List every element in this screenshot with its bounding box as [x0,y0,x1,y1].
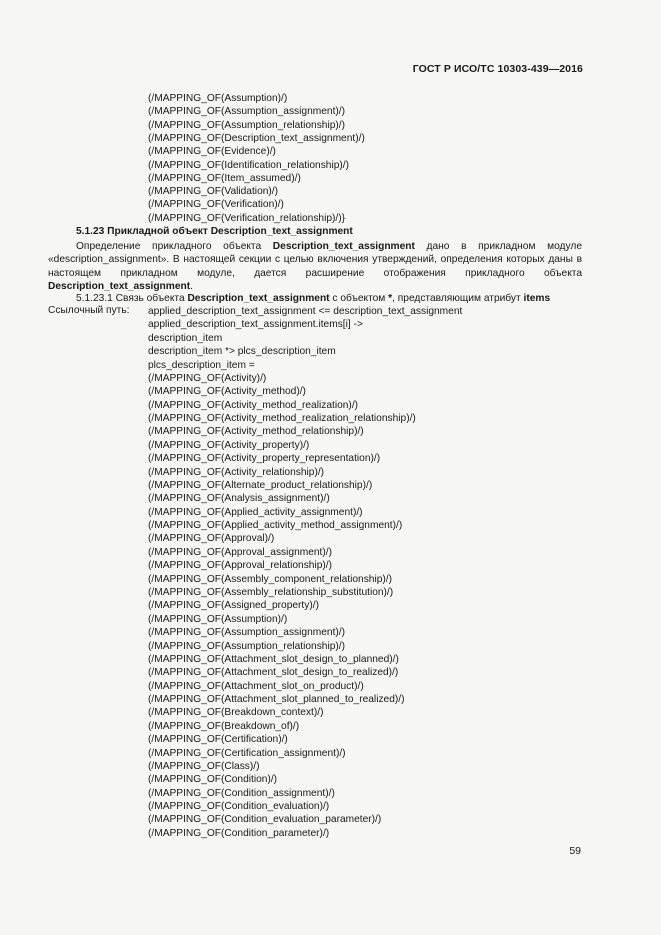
section-title-object: Description_text_assignment [210,226,353,237]
mapping-line: (/MAPPING_OF(Item_assumed)/) [148,172,301,184]
reference-path-line: plcs_description_item = [148,359,255,371]
reference-path-line: (/MAPPING_OF(Class)/) [148,760,260,772]
paragraph-text-e: . [190,280,193,292]
reference-path-line: (/MAPPING_OF(Activity_method_realization_relationship)/) [148,413,416,425]
reference-path-line: (/MAPPING_OF(Applied_activity_assignment)/) [148,506,363,518]
reference-path-line: (/MAPPING_OF(Condition_evaluation_parameter)/) [148,814,382,826]
reference-path-line: (/MAPPING_OF(Attachment_slot_design_to_realized)/) [148,667,399,679]
reference-path-line: (/MAPPING_OF(Analysis_assignment)/) [148,493,330,505]
section-number: 5.1.23 [76,226,105,237]
reference-path-line: applied_description_text_assignment.items[i] -> [148,319,363,331]
reference-path-line: (/MAPPING_OF(Activity_relationship)/) [148,466,325,478]
reference-path-line: (/MAPPING_OF(Approval)/) [148,533,275,545]
reference-path-line: (/MAPPING_OF(Applied_activity_method_assignment)/) [148,520,403,532]
subsection-text-b: с объектом [329,293,389,304]
reference-path-line: (/MAPPING_OF(Activity_property_representation)/) [148,453,381,465]
mapping-line: (/MAPPING_OF(Validation)/) [148,186,279,198]
reference-path-label: Ссылочный путь: [48,305,130,316]
subsection-star: * [388,293,393,304]
reference-path-line: (/MAPPING_OF(Condition_evaluation)/) [148,801,330,813]
reference-path-line: (/MAPPING_OF(Assembly_relationship_substitution)/) [148,586,394,598]
reference-path-line: description_item [148,332,223,344]
paragraph-object-name-2: Description_text_assignment [48,280,191,292]
mapping-line: (/MAPPING_OF(Verification_relationship)/)} [148,212,346,224]
reference-path-line: (/MAPPING_OF(Certification_assignment)/) [148,747,346,759]
reference-path-line: (/MAPPING_OF(Approval_relationship)/) [148,560,333,572]
reference-path-line: (/MAPPING_OF(Attachment_slot_planned_to_realized)/) [148,694,405,706]
section-title-prefix: Прикладной объект [107,226,208,237]
paragraph-object-name: Description_text_assignment [272,241,415,252]
reference-path-line: (/MAPPING_OF(Activity)/) [148,372,267,384]
paragraph-text-a: Определение прикладного объекта [76,241,273,252]
reference-path-line: applied_description_text_assignment <= description_text_assignment [148,306,463,317]
reference-path-line: (/MAPPING_OF(Condition)/) [148,774,278,786]
mapping-line: (/MAPPING_OF(Description_text_assignment)/) [148,132,365,144]
reference-path-line: (/MAPPING_OF(Assigned_property)/) [148,600,319,612]
reference-path-line: (/MAPPING_OF(Assumption)/) [148,613,288,625]
mapping-line: (/MAPPING_OF(Assumption)/) [148,93,288,104]
document-code-header: ГОСТ Р ИСО/ТС 10303-439—2016 [412,63,583,75]
paragraph-text-c: дано в прикладном модуле «description_assignment». В настоящей секции с целью включения утверждений, определения которых даны в настоящем прикладном модуле, дается расширение отображения прикладного объекта [48,241,582,279]
reference-path-line: (/MAPPING_OF(Activity_method_relationship)/) [148,426,364,438]
reference-path-line: (/MAPPING_OF(Condition_assignment)/) [148,787,335,799]
section-paragraph [48,240,582,293]
mapping-line: (/MAPPING_OF(Assumption_relationship)/) [148,119,346,131]
reference-path-line: (/MAPPING_OF(Approval_assignment)/) [148,546,332,558]
reference-path-line: (/MAPPING_OF(Breakdown_of)/) [148,720,300,732]
mapping-line: (/MAPPING_OF(Assumption_assignment)/) [148,106,346,118]
reference-path-line: (/MAPPING_OF(Activity_method_realization)/) [148,399,359,411]
page-number: 59 [569,845,581,857]
subsection-heading [76,292,550,305]
reference-path-line: description_item *> plcs_description_item [148,346,336,358]
reference-path-line: (/MAPPING_OF(Activity_method)/) [148,386,306,398]
subsection-number: 5.1.23.1 [76,293,113,304]
reference-path-line: (/MAPPING_OF(Assumption_relationship)/) [148,640,346,652]
subsection-object: Description_text_assignment [187,293,330,304]
reference-path-line: (/MAPPING_OF(Activity_property)/) [148,439,310,451]
subsection-text-a: Связь объекта [112,293,188,304]
reference-path-line: (/MAPPING_OF(Certification)/) [148,734,288,746]
reference-path-line: (/MAPPING_OF(Assumption_assignment)/) [148,627,346,639]
reference-path-line: (/MAPPING_OF(Assembly_component_relationship)/) [148,573,393,585]
reference-path-line: (/MAPPING_OF(Alternate_product_relationship)/) [148,479,373,491]
reference-path-line: (/MAPPING_OF(Attachment_slot_design_to_planned)/) [148,653,399,665]
subsection-attribute: items [523,293,551,304]
reference-path-line: (/MAPPING_OF(Condition_parameter)/) [148,827,330,839]
mapping-line: (/MAPPING_OF(Verification)/) [148,199,284,211]
section-heading [76,226,353,237]
mapping-line: (/MAPPING_OF(Evidence)/) [148,146,276,158]
subsection-text-c: , представляющим атрибут [392,293,524,304]
reference-path-line: (/MAPPING_OF(Breakdown_context)/) [148,707,324,719]
mapping-line: (/MAPPING_OF(Identification_relationship)/) [148,159,349,171]
reference-path-line: (/MAPPING_OF(Attachment_slot_on_product)/) [148,680,364,692]
